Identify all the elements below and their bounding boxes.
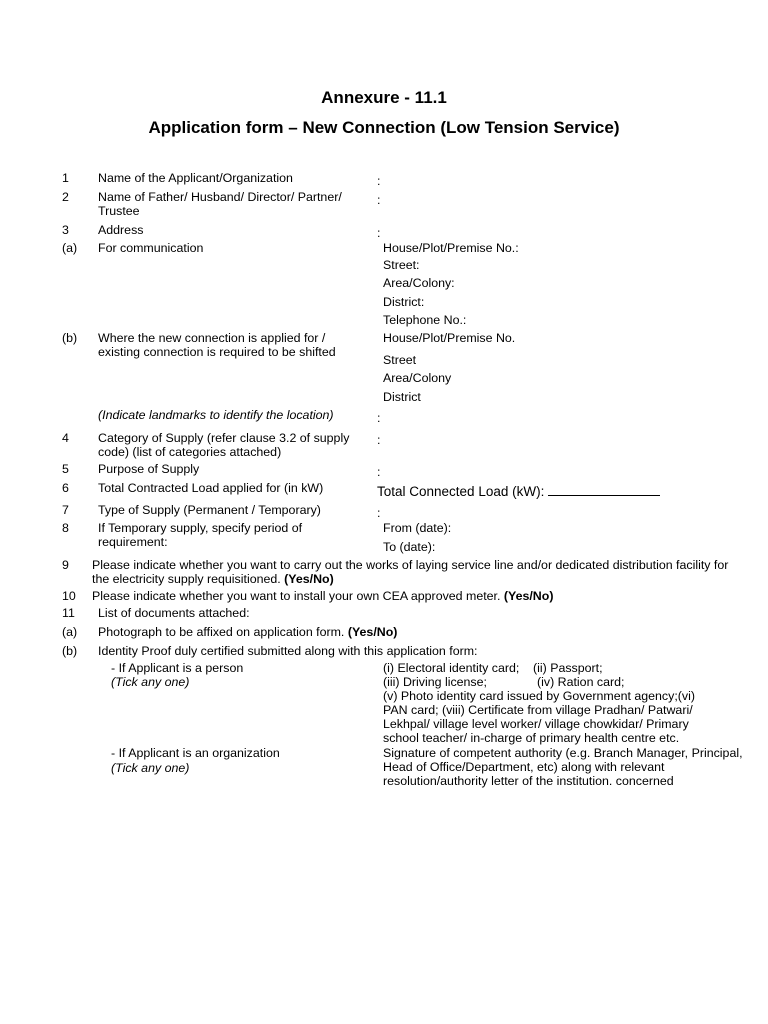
item-11-label: List of documents attached: (98, 606, 250, 620)
item-5-colon: : (377, 465, 381, 479)
connected-load-label: Total Connected Load (kW): (377, 484, 545, 499)
annexure-title: Annexure - 11.1 (321, 88, 447, 107)
item-11b-label: Identity Proof duly certified submitted along with this application form: (98, 644, 478, 658)
item-5-label: Purpose of Supply (98, 462, 200, 476)
item-6-label: Total Contracted Load applied for (in kW) (98, 481, 324, 495)
item-7-colon: : (377, 506, 381, 520)
comm-telephone-field: Telephone No.: (383, 313, 467, 327)
item-3-colon: : (377, 226, 381, 240)
person-tick-note: (Tick any one) (111, 675, 190, 689)
item-4-colon: : (377, 433, 381, 447)
landmark-note: (Indicate landmarks to identify the location) (98, 408, 334, 422)
item-3b-number: (b) (62, 331, 78, 345)
comm-district-field: District: (383, 295, 425, 309)
person-applicant-label: - If Applicant is a person (111, 661, 244, 675)
item-3-label: Address (98, 223, 144, 237)
landmark-colon: : (377, 411, 381, 425)
org-applicant-label: - If Applicant is an organization (111, 746, 280, 760)
doc-driving-license: (iii) Driving license; (383, 675, 487, 689)
item-2-label: Name of Father/ Husband/ Director/ Partner/ Trustee (98, 190, 342, 218)
item-3a-number: (a) (62, 241, 78, 255)
item-3a-label: For communication (98, 241, 204, 255)
item-2-colon: : (377, 193, 381, 207)
item-11b-number: (b) (62, 644, 78, 658)
item-1-label: Name of the Applicant/Organization (98, 171, 293, 185)
item-11a-text (98, 625, 397, 639)
item-9-text (92, 558, 742, 586)
item-7-number: 7 (62, 503, 69, 517)
form-title: Application form – New Connection (Low Tension Service) (148, 118, 620, 137)
connected-load-field (377, 482, 660, 499)
item-1-number: 1 (62, 171, 69, 185)
from-date-field: From (date): (383, 521, 452, 535)
item-10-yesno: (Yes/No) (503, 589, 554, 603)
org-tick-note: (Tick any one) (111, 761, 190, 775)
doc-ration-card: (iv) Ration card; (537, 675, 625, 689)
item-10-label: Please indicate whether you want to install your own CEA approved meter. (92, 589, 504, 603)
item-10-text (92, 589, 553, 603)
item-7-label: Type of Supply (Permanent / Temporary) (98, 503, 321, 517)
item-9-number: 9 (62, 558, 69, 572)
org-docs-text: Signature of competent authority (e.g. Branch Manager, Principal, Head of Office/Department, etc) along with relevant resolution/authority letter of the institution. concerned (383, 746, 743, 788)
comm-street-field: Street: (383, 258, 420, 272)
item-8-label: If Temporary supply, specify period of requirement: (98, 521, 303, 549)
item-11a-number: (a) (62, 625, 78, 639)
item-2-number: 2 (62, 190, 69, 204)
comm-area-field: Area/Colony: (383, 276, 455, 290)
comm-house-field: House/Plot/Premise No.: (383, 241, 519, 255)
doc-other-identity-list: (v) Photo identity card issued by Government agency;(vi) PAN card; (viii) Certificate from village Pradhan/ Patwari/ Lekhpal/ village level worker/ village chowkidar/ Primary school teacher/ in-charge of primary health centre etc. (383, 689, 695, 745)
item-10-number: 10 (62, 589, 76, 603)
site-street-field: Street (383, 353, 417, 367)
item-5-number: 5 (62, 462, 69, 476)
doc-passport: (ii) Passport; (533, 661, 603, 675)
connected-load-blank (548, 482, 660, 496)
site-house-field: House/Plot/Premise No. (383, 331, 516, 345)
to-date-field: To (date): (383, 540, 436, 554)
item-11a-yesno: (Yes/No) (347, 625, 398, 639)
item-9-label: Please indicate whether you want to carry out the works of laying service line and/or dedicated distribution facility for the electricity supply requisitioned. (92, 558, 729, 586)
item-11a-label: Photograph to be affixed on application form. (98, 625, 348, 639)
item-11-number: 11 (62, 606, 75, 620)
item-3b-label: Where the new connection is applied for / existing connection is required to be shifted (98, 331, 336, 359)
item-6-number: 6 (62, 481, 69, 495)
item-1-colon: : (377, 174, 381, 188)
item-9-yesno: (Yes/No) (284, 572, 334, 586)
item-8-number: 8 (62, 521, 69, 535)
doc-electoral-id: (i) Electoral identity card; (383, 661, 520, 675)
site-district-field: District (383, 390, 421, 404)
item-4-label: Category of Supply (refer clause 3.2 of supply code) (list of categories attached) (98, 431, 350, 459)
item-3-number: 3 (62, 223, 69, 237)
site-area-field: Area/Colony (383, 371, 452, 385)
item-4-number: 4 (62, 431, 69, 445)
